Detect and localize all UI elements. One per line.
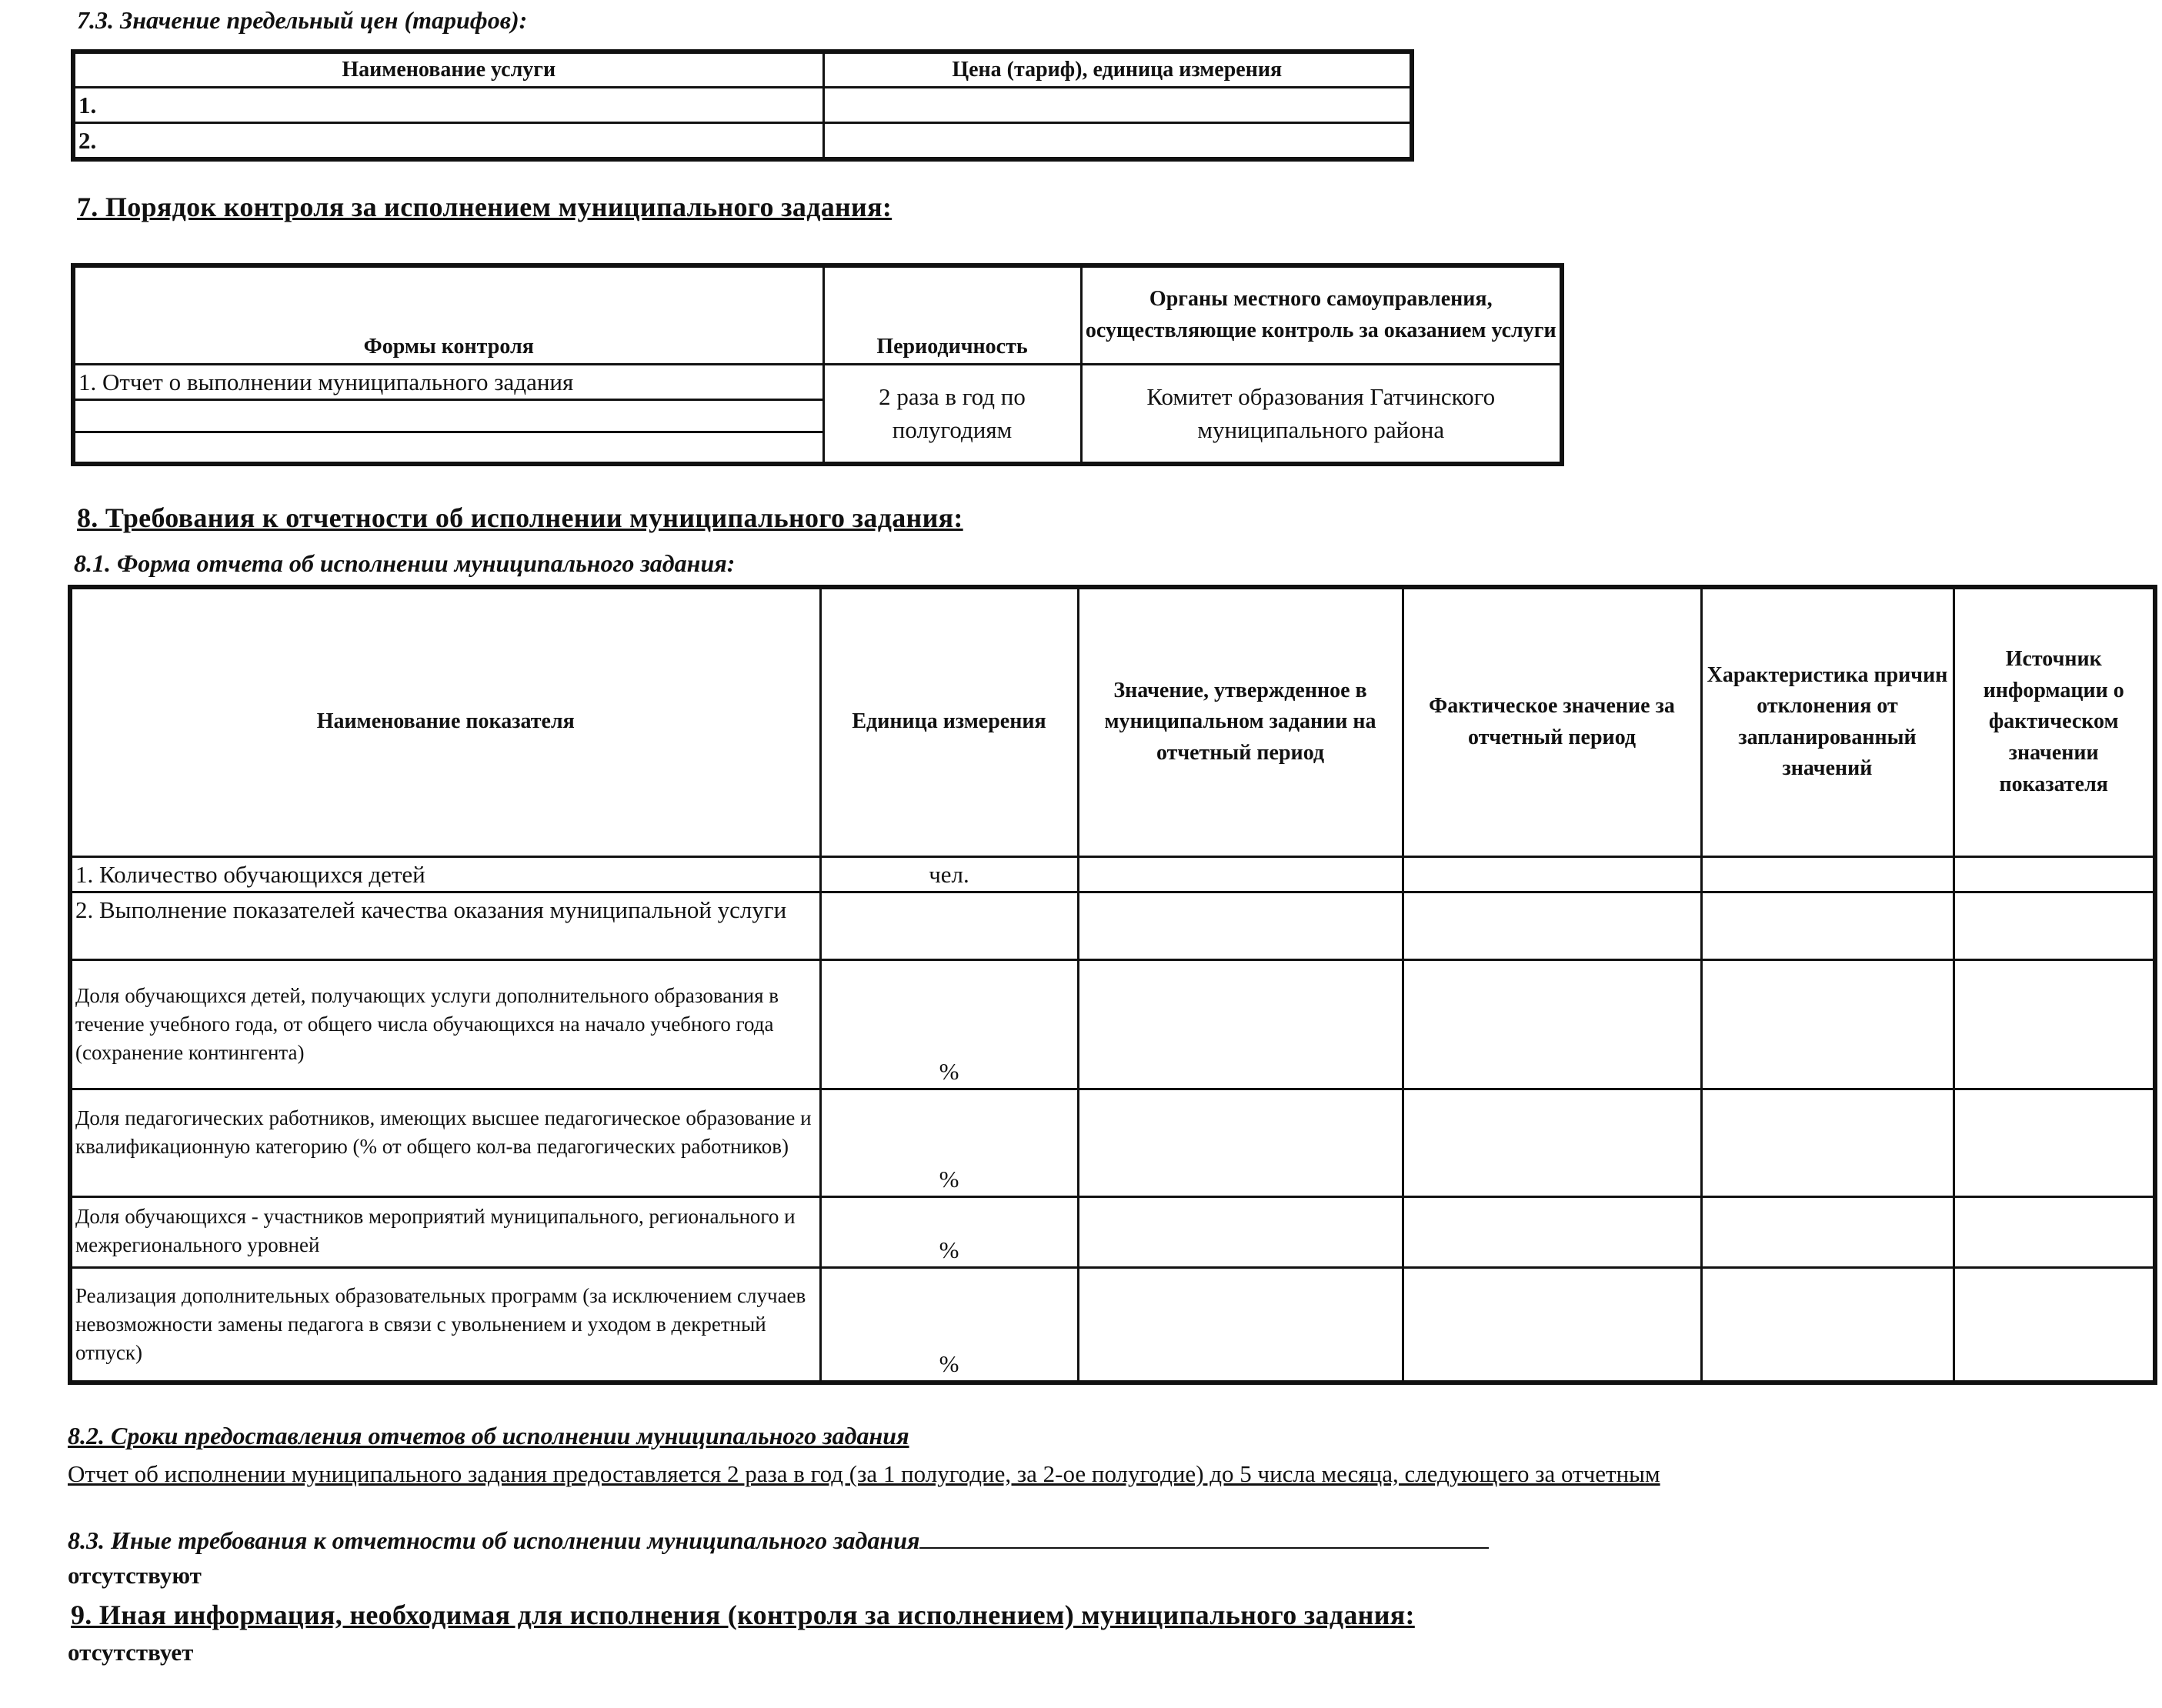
indicator-name: 1. Количество обучающихся детей (70, 856, 820, 892)
indicator-name: Доля педагогических работников, имеющих высшее педагогическое образование и квалификационную категорию (% от общего кол-ва педагогических работников) (70, 1089, 820, 1196)
tariff-row-number: 2. (73, 122, 823, 159)
table-row (73, 364, 1562, 399)
report-deadlines-text: Отчет об исполнении муниципального задания предоставляется 2 раза в год (за 1 полугодие, за 2-ое полугодие) до 5 числа месяца, следующего за отчетным (68, 1460, 1660, 1487)
control-form-1: 1. Отчет о выполнении муниципального задания (73, 364, 823, 399)
section-reporting-heading: 8. Требования к отчетности об исполнении муниципального задания: (77, 502, 963, 533)
table-row (73, 122, 1412, 159)
indicator-unit: % (820, 1267, 1078, 1383)
report-col-indicator: Наименование показателя (70, 587, 820, 856)
indicator-unit: % (820, 1089, 1078, 1196)
indicator-unit: чел. (820, 856, 1078, 892)
other-requirements-subheading (68, 1526, 1489, 1555)
table-row (70, 856, 2155, 892)
indicator-unit: % (820, 959, 1078, 1089)
other-requirements-label: 8.3. Иные требования к отчетности об исполнении муниципального задания (68, 1526, 920, 1554)
indicator-name: Реализация дополнительных образовательных программ (за исключением случаев невозможности замены педагога в связи с увольнением и уходом в декретный отпуск) (70, 1267, 820, 1383)
control-col-forms: Формы контроля (73, 265, 823, 364)
report-col-unit: Единица измерения (820, 587, 1078, 856)
section-other-info-heading: 9. Иная информация, необходимая для исполнения (контроля за исполнением) муниципального задания: (71, 1600, 1415, 1630)
report-col-approved-value: Значение, утвержденное в муниципальном задании на отчетный период (1078, 587, 1403, 856)
section-control-heading: 7. Порядок контроля за исполнением муниципального задания: (77, 192, 892, 222)
table-row (73, 87, 1412, 122)
tariff-row-number: 1. (73, 87, 823, 122)
report-col-info-source: Источник информации о фактическом значении показателя (1953, 587, 2155, 856)
table-row (70, 1267, 2155, 1383)
fill-in-line (919, 1527, 1489, 1549)
report-col-deviation-reasons: Характеристика причин отклонения от запланированный значений (1701, 587, 1953, 856)
tariff-table (71, 49, 1414, 162)
report-form-subheading: 8.1. Форма отчета об исполнении муниципального задания: (74, 549, 736, 577)
tariff-row-price (823, 87, 1412, 122)
indicator-name: Доля обучающихся - участников мероприятий муниципального, регионального и межрегионального уровней (70, 1196, 820, 1267)
report-table (68, 585, 2157, 1385)
indicator-name: Доля обучающихся детей, получающих услуги дополнительного образования в течение учебного года, от общего числа обучающихся на начало учебного года (сохранение контингента) (70, 959, 820, 1089)
report-deadlines-subheading: 8.2. Сроки предоставления отчетов об исполнении муниципального задания (68, 1422, 909, 1449)
control-body-1: Комитет образования Гатчинского муниципального района (1081, 364, 1562, 464)
other-info-text: отсутствует (68, 1639, 194, 1666)
control-table (71, 263, 1564, 466)
report-col-actual-value: Фактическое значение за отчетный период (1403, 587, 1701, 856)
table-row (70, 959, 2155, 1089)
indicator-unit: % (820, 1196, 1078, 1267)
tariff-col-service: Наименование услуги (73, 52, 823, 87)
control-period-1: 2 раза в год по полугодиям (823, 364, 1081, 464)
control-col-bodies: Органы местного самоуправления, осуществляющие контроль за оказанием услуги (1081, 265, 1562, 364)
table-row (70, 892, 2155, 959)
indicator-name: 2. Выполнение показателей качества оказания муниципальной услуги (70, 892, 820, 959)
indicator-unit (820, 892, 1078, 959)
control-col-period: Периодичность (823, 265, 1081, 364)
other-requirements-text: отсутствуют (68, 1562, 202, 1589)
tariff-row-price (823, 122, 1412, 159)
table-row (70, 1196, 2155, 1267)
section-tariff-heading: 7.3. Значение предельный цен (тарифов): (77, 6, 528, 34)
tariff-col-price: Цена (тариф), единица измерения (823, 52, 1412, 87)
table-row (70, 1089, 2155, 1196)
